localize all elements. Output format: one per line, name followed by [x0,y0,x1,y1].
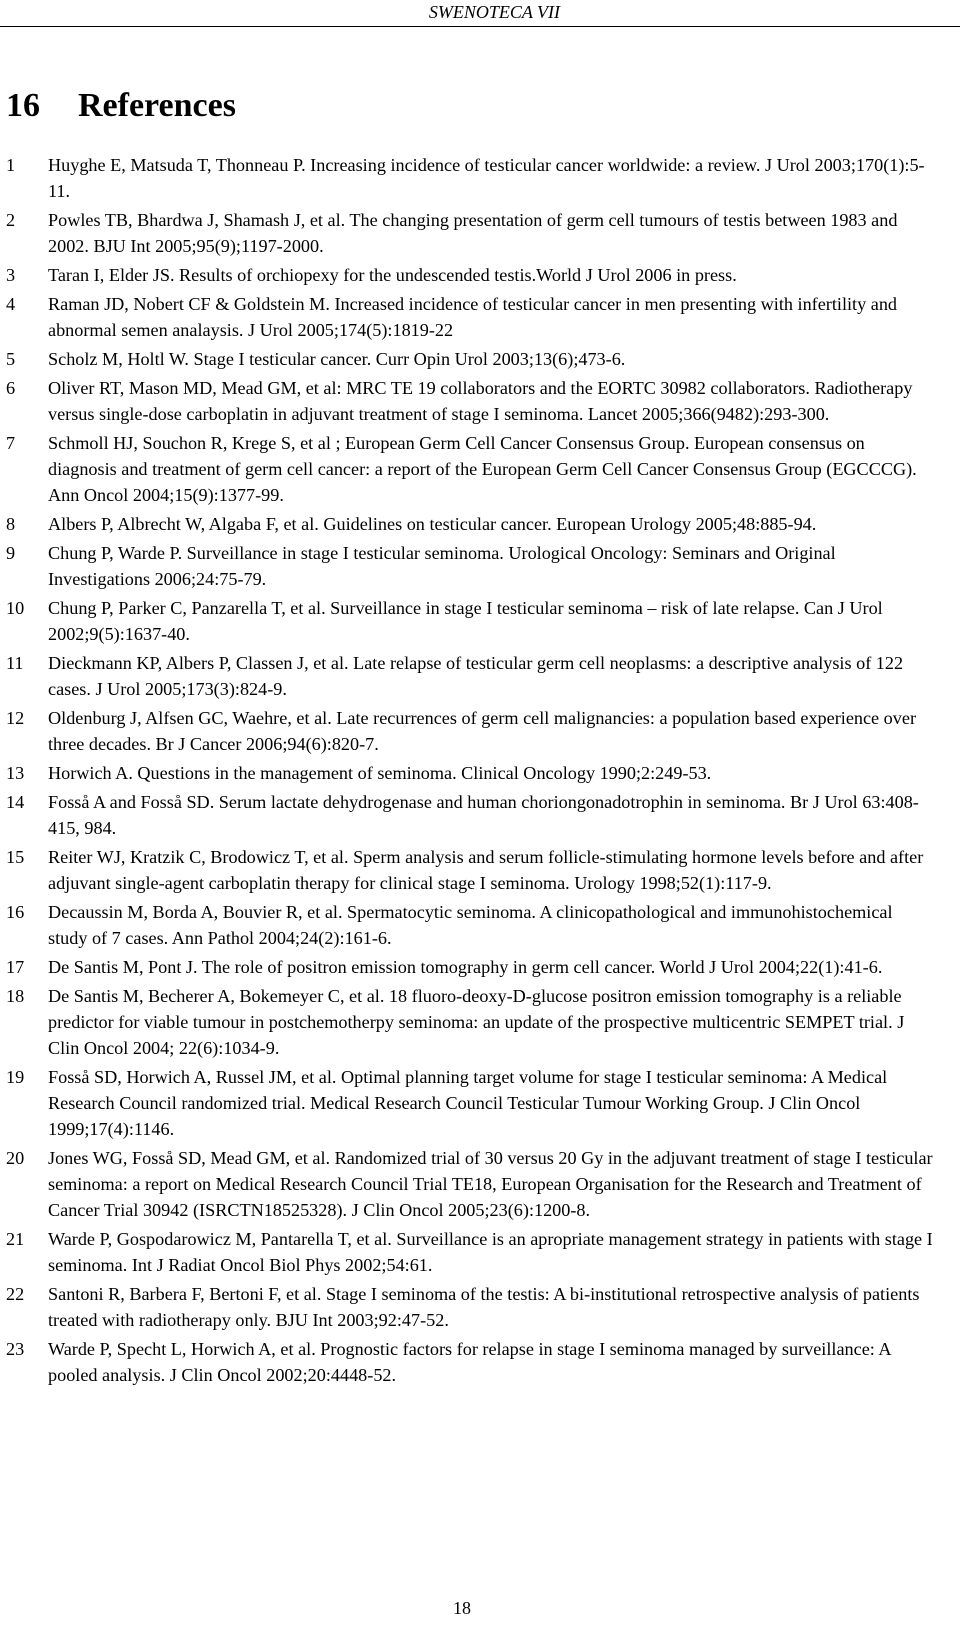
reference-text: De Santis M, Pont J. The role of positron emission tomography in germ cell cancer. World J Urol 2004;22(1):41-6. [48,957,883,977]
reference-text: Fosså SD, Horwich A, Russel JM, et al. Optimal planning target volume for stage I testicular seminoma: A Medical Research Council randomized trial. Medical Research Council Testicular Tumour Working Group. J Clin Oncol 1999;17(4):1146. [48,1067,888,1139]
reference-text: Scholz M, Holtl W. Stage I testicular cancer. Curr Opin Urol 2003;13(6);473-6. [48,349,626,369]
reference-item-11 [6,650,936,702]
reference-number: 4 [6,294,16,314]
reference-number: 13 [6,763,25,783]
reference-item-15 [6,844,936,896]
reference-text: Oldenburg J, Alfsen GC, Waehre, et al. Late recurrences of germ cell malignancies: a population based experience over three decades. Br J Cancer 2006;94(6):820-7. [48,708,916,754]
reference-item-10 [6,595,936,647]
reference-item-2 [6,207,936,259]
reference-item-18 [6,983,936,1061]
reference-number: 17 [6,957,25,977]
reference-item-3 [6,262,936,288]
reference-text: Powles TB, Bhardwa J, Shamash J, et al. The changing presentation of germ cell tumours of testis between 1983 and 2002. BJU Int 2005;95(9);1197-2000. [48,210,898,256]
reference-item-16 [6,899,936,951]
reference-number: 23 [6,1339,25,1359]
reference-item-4 [6,291,936,343]
reference-number: 20 [6,1148,25,1168]
reference-text: Santoni R, Barbera F, Bertoni F, et al. Stage I seminoma of the testis: A bi-institutional retrospective analysis of patients treated with radiotherapy only. BJU Int 2003;92:47-52. [48,1284,920,1330]
reference-number: 8 [6,514,16,534]
reference-item-5 [6,346,936,372]
reference-item-22 [6,1281,936,1333]
reference-text: Horwich A. Questions in the management of seminoma. Clinical Oncology 1990;2:249-53. [48,763,712,783]
running-header: SWENOTECA VII [428,2,560,22]
reference-text: Huyghe E, Matsuda T, Thonneau P. Increasing incidence of testicular cancer worldwide: a review. J Urol 2003;170(1):5-11. [48,155,925,201]
reference-text: Schmoll HJ, Souchon R, Krege S, et al ; European Germ Cell Cancer Consensus Group. European consensus on diagnosis and treatment of germ cell cancer: a report of the European Germ Cell Cancer Consensus Group (EGCCCG). Ann Oncol 2004;15(9):1377-99. [48,433,917,505]
reference-number: 15 [6,847,25,867]
reference-text: Raman JD, Nobert CF & Goldstein M. Increased incidence of testicular cancer in men presenting with infertility and abnormal semen analaysis. J Urol 2005;174(5):1819-22 [48,294,898,340]
reference-item-9 [6,540,936,592]
reference-text: Warde P, Gospodarowicz M, Pantarella T, et al. Surveillance is an apropriate management strategy in patients with stage I seminoma. Int J Radiat Oncol Biol Phys 2002;54:61. [48,1229,933,1275]
reference-number: 3 [6,265,16,285]
reference-text: De Santis M, Becherer A, Bokemeyer C, et al. 18 fluoro-deoxy-D-glucose positron emission tomography is a reliable predictor for viable tumour in postchemotherpy seminoma: an update of the prospective multicentric SEMPET trial. J Clin Oncol 2004; 22(6):1034-9. [48,986,905,1058]
reference-item-20 [6,1145,936,1223]
reference-number: 21 [6,1229,25,1249]
reference-number: 14 [6,792,25,812]
reference-number: 11 [6,653,24,673]
reference-text: Chung P, Warde P. Surveillance in stage I testicular seminoma. Urological Oncology: Seminars and Original Investigations 2006;24:75-79. [48,543,836,589]
reference-number: 16 [6,902,25,922]
reference-number: 9 [6,543,16,563]
reference-item-19 [6,1064,936,1142]
reference-number: 22 [6,1284,25,1304]
reference-item-13 [6,760,936,786]
reference-list [6,152,936,1391]
reference-number: 7 [6,433,16,453]
reference-item-6 [6,375,936,427]
section-heading [6,84,236,128]
page-number: 18 [453,1598,471,1618]
reference-text: Dieckmann KP, Albers P, Classen J, et al. Late relapse of testicular germ cell neoplasms: a descriptive analysis of 122 cases. J Urol 2005;173(3):824-9. [48,653,904,699]
reference-item-1 [6,152,936,204]
reference-item-8 [6,511,936,537]
reference-number: 10 [6,598,25,618]
reference-number: 18 [6,986,25,1006]
reference-text: Chung P, Parker C, Panzarella T, et al. Surveillance in stage I testicular seminoma – risk of late relapse. Can J Urol 2002;9(5):1637-40. [48,598,883,644]
reference-text: Fosså A and Fosså SD. Serum lactate dehydrogenase and human choriongonadotrophin in seminoma. Br J Urol 63:408-415, 984. [48,792,919,838]
reference-text: Albers P, Albrecht W, Algaba F, et al. Guidelines on testicular cancer. European Urology 2005;48:885-94. [48,514,817,534]
reference-number: 12 [6,708,25,728]
reference-item-17 [6,954,936,980]
reference-text: Reiter WJ, Kratzik C, Brodowicz T, et al. Sperm analysis and serum follicle-stimulating hormone levels before and after adjuvant single-agent carboplatin therapy for clinical stage I seminoma. Urology 1998;52(1):117-9. [48,847,924,893]
reference-item-14 [6,789,936,841]
reference-number: 1 [6,155,16,175]
reference-number: 2 [6,210,16,230]
reference-number: 19 [6,1067,25,1087]
reference-text: Oliver RT, Mason MD, Mead GM, et al: MRC TE 19 collaborators and the EORTC 30982 collaborators. Radiotherapy versus single-dose carboplatin in adjuvant treatment of stage I seminoma. Lancet 2005;366(9482):293-300. [48,378,913,424]
header-rule [0,26,960,27]
reference-item-12 [6,705,936,757]
reference-text: Jones WG, Fosså SD, Mead GM, et al. Randomized trial of 30 versus 20 Gy in the adjuvant treatment of stage I testicular seminoma: a report on Medical Research Council Trial TE18, European Organisation for the Research and Treatment of Cancer Trial 30942 (ISRCTN18525328). J Clin Oncol 2005;23(6):1200-8. [48,1148,933,1220]
reference-number: 6 [6,378,16,398]
reference-item-23 [6,1336,936,1388]
reference-text: Decaussin M, Borda A, Bouvier R, et al. Spermatocytic seminoma. A clinicopathological and immunohistochemical study of 7 cases. Ann Pathol 2004;24(2):161-6. [48,902,893,948]
reference-text: Taran I, Elder JS. Results of orchiopexy for the undescended testis.World J Urol 2006 in press. [48,265,737,285]
section-title: References [78,87,236,124]
reference-item-21 [6,1226,936,1278]
reference-number: 5 [6,349,16,369]
reference-item-7 [6,430,936,508]
reference-text: Warde P, Specht L, Horwich A, et al. Prognostic factors for relapse in stage I seminoma managed by surveillance: A pooled analysis. J Clin Oncol 2002;20:4448-52. [48,1339,891,1385]
section-number: 16 [6,87,40,124]
